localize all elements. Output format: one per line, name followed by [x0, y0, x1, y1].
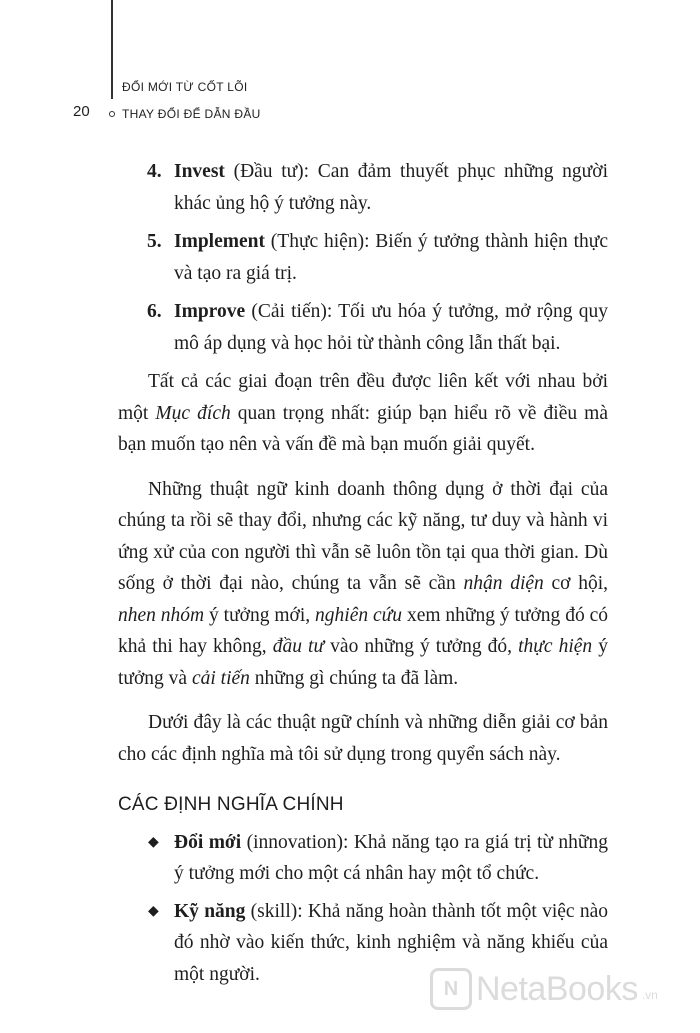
emphasis: đầu tư [272, 636, 325, 657]
paragraph-skills: Những thuật ngữ kinh doanh thông dụng ở thời đại của chúng ta rồi sẽ thay đổi, nhưng các kỹ năng, tư duy và hành vi ứng xử của con người thì vẫn sẽ luôn tồn tại qua thời gian. Dù sống ở thời đại nào, chúng ta vẫn sẽ cần nhận diện cơ hội, nhen nhóm ý tưởng mới, nghiên cứu xem những ý tưởng đó có khả thi hay không, đầu tư vào những ý tưởng đó, thực hiện ý tưởng và cải tiến những gì chúng ta đã làm. [118, 478, 608, 689]
page-body [118, 156, 608, 996]
emphasis: nhận diện [463, 573, 544, 594]
watermark-text: NetaBooks [476, 969, 638, 1008]
definition-term: Đổi mới [174, 831, 242, 853]
emphasis: thực hiện [518, 636, 593, 657]
bullet-diamond-icon: ◆ [148, 834, 159, 850]
item-text: (Cải tiến): Tối ưu hóa ý tưởng, mở rộng quy mô áp dụng và học hỏi từ thành công lẫn thất bại. [174, 301, 608, 354]
paragraph-definitions-intro: Dưới đây là các thuật ngữ chính và những diễn giải cơ bản cho các định nghĩa mà tôi sử dụng trong quyển sách này. [118, 712, 608, 765]
definition-text: (skill): Khả năng hoàn thành tốt một việc nào đó nhờ vào kiến thức, kinh nghiệm và năng khiếu của một người. [174, 900, 609, 985]
emphasis: nhen nhóm [118, 604, 205, 626]
item-term: Improve [174, 301, 246, 322]
header-rule-dot [109, 111, 115, 117]
definition-term: Kỹ năng [174, 900, 246, 922]
running-header-line-2: THAY ĐỔI ĐỂ DẪN ĐẦU [122, 107, 261, 121]
emphasis: nghiên cứu [315, 604, 403, 626]
item-number: 5. [147, 231, 162, 252]
header-vertical-rule [111, 0, 113, 99]
item-text: (Thực hiện): Biến ý tưởng thành hiện thực và tạo ra giá trị. [174, 231, 608, 284]
watermark [430, 968, 658, 1010]
watermark-logo-icon: N [430, 968, 472, 1010]
definition-text: (innovation): Khả năng tạo ra giá trị từ những ý tưởng mới cho một cá nhân hay một tổ chức. [174, 831, 608, 884]
numbered-item [118, 226, 608, 289]
definition-item [118, 827, 608, 890]
numbered-item [118, 156, 608, 219]
numbered-item [118, 296, 608, 359]
bullet-diamond-icon: ◆ [148, 903, 159, 919]
item-text: (Đầu tư): Can đảm thuyết phục những người khác ủng hộ ý tưởng này. [174, 161, 608, 214]
paragraph-purpose: Tất cả các giai đoạn trên đều được liên kết với nhau bởi một Mục đích quan trọng nhất: giúp bạn hiểu rõ về điều mà bạn muốn tạo nên và vấn đề mà bạn muốn giải quyết. [118, 371, 608, 455]
emphasis: cải tiến [191, 667, 250, 689]
section-heading: CÁC ĐỊNH NGHĨA CHÍNH [118, 794, 344, 815]
running-header-line-1: ĐỔI MỚI TỪ CỐT LÕI [122, 80, 248, 94]
item-term: Implement [174, 231, 265, 252]
item-number: 6. [147, 301, 162, 322]
watermark-suffix: .vn [641, 988, 658, 1002]
page-number: 20 [73, 103, 90, 120]
item-term: Invest [174, 161, 225, 182]
item-number: 4. [147, 161, 162, 182]
emphasis: Mục đích [155, 402, 231, 424]
